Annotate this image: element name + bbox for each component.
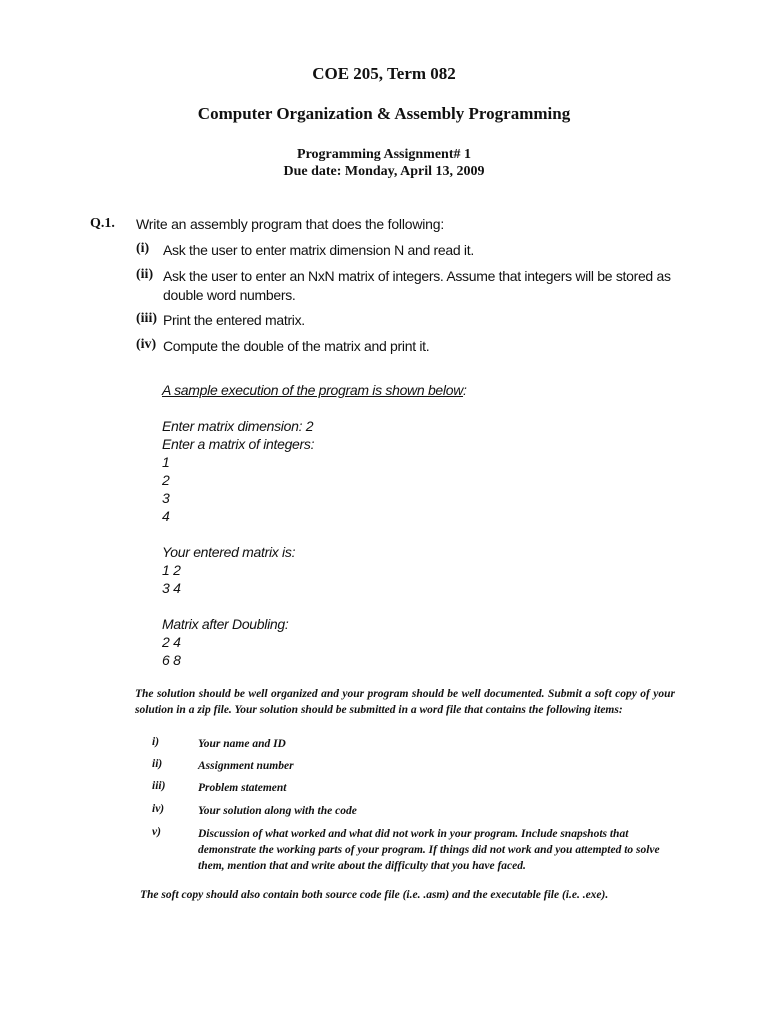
assignment-title: Programming Assignment# 1 (297, 147, 471, 162)
instruction-number: v) (152, 826, 161, 838)
sample-heading-text: A sample execution of the program is shown below (162, 382, 464, 398)
sample-line: Enter a matrix of integers: (162, 436, 315, 452)
instruction-text: Assignment number (198, 760, 294, 772)
item-number: (iii) (136, 311, 157, 326)
item-text: Print the entered matrix. (163, 312, 305, 328)
sample-block-input (162, 417, 314, 525)
sample-line: 3 4 (162, 580, 181, 596)
instruction-text: Your solution along with the code (198, 805, 357, 817)
item-text: Ask the user to enter matrix dimension N and read it. (163, 242, 474, 258)
instructions-paragraph: The solution should be well organized and your program should be well documented. Submit a soft copy of your solution in a zip file. Your solution should be submitted in a word file that contains the following items: (135, 688, 675, 716)
sample-line: 2 (162, 472, 170, 488)
instruction-number: iii) (152, 780, 166, 792)
sample-line: Matrix after Doubling: (162, 616, 289, 632)
item-number: (i) (136, 241, 150, 256)
instruction-text: Problem statement (198, 782, 287, 794)
question-intro: Write an assembly program that does the following: (136, 216, 445, 232)
course-code: COE 205, Term 082 (312, 64, 456, 83)
sample-line: 6 8 (162, 652, 181, 668)
final-note: The soft copy should also contain both source code file (i.e. .asm) and the executable file (i.e. .exe). (140, 889, 609, 901)
sample-line: 4 (162, 508, 170, 524)
sample-block-doubled (162, 615, 288, 669)
sample-line: Enter matrix dimension: 2 (162, 418, 314, 434)
instruction-number: ii) (152, 758, 163, 770)
sample-heading-colon: : (463, 382, 467, 398)
sample-line: 1 2 (162, 562, 181, 578)
instruction-number: iv) (152, 803, 165, 815)
instruction-text: Discussion of what worked and what did not work in your program. Include snapshots that demonstrate the working parts of your program. If things did not work and you attempted to solve them, mention that and write about the difficulty that you have faced. (198, 828, 660, 872)
question-label: Q.1. (90, 216, 115, 231)
item-number: (iv) (136, 337, 157, 352)
item-text: Ask the user to enter an NxN matrix of integers. Assume that integers will be stored as double word numbers. (163, 268, 671, 303)
sample-heading (162, 381, 467, 399)
item-text: Compute the double of the matrix and print it. (163, 338, 430, 354)
instruction-number: i) (152, 736, 160, 748)
sample-block-entered (162, 543, 295, 597)
sample-line: 2 4 (162, 634, 181, 650)
due-date: Due date: Monday, April 13, 2009 (283, 164, 485, 179)
sample-line: 1 (162, 454, 170, 470)
item-number: (ii) (136, 267, 154, 282)
course-title: Computer Organization & Assembly Programming (197, 104, 571, 123)
sample-line: 3 (162, 490, 170, 506)
instruction-text: Your name and ID (198, 738, 286, 750)
sample-line: Your entered matrix is: (162, 544, 296, 560)
